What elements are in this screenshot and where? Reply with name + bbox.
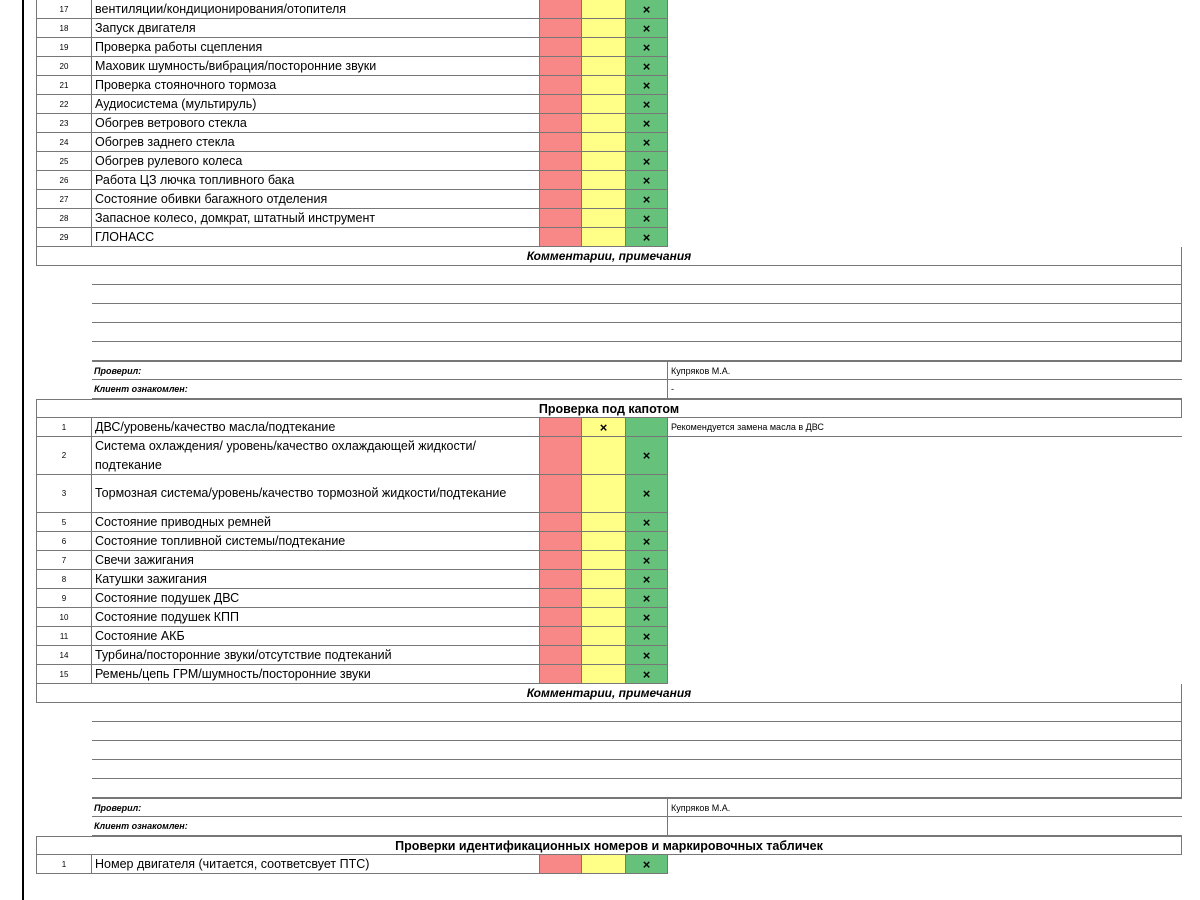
status-green-cell: ×: [626, 532, 668, 551]
row-spacer: [668, 855, 1182, 874]
checked-by-row-2: [36, 798, 1182, 817]
status-yellow-cell: [582, 570, 626, 589]
table-row: [36, 532, 1182, 551]
comments-lines-1: [36, 266, 1182, 361]
status-yellow-cell: [582, 513, 626, 532]
check-item-name: Состояние подушек КПП: [92, 608, 540, 627]
check-item-name: Проверка стояночного тормоза: [92, 76, 540, 95]
status-red-cell: [540, 171, 582, 190]
comment-line[interactable]: [36, 760, 1182, 779]
row-spacer: [668, 114, 1182, 133]
comment-line[interactable]: [36, 285, 1182, 304]
hood-heading-row: [36, 399, 1182, 418]
status-yellow-cell: [582, 475, 626, 513]
check-item-name: Состояние АКБ: [92, 627, 540, 646]
row-number: 15: [36, 665, 92, 684]
client-ack-value-2: [668, 817, 1182, 836]
status-yellow-cell: [582, 171, 626, 190]
comment-line[interactable]: [36, 323, 1182, 342]
status-red-cell: [540, 57, 582, 76]
status-red-cell: [540, 152, 582, 171]
hood-heading: Проверка под капотом: [36, 399, 1182, 418]
table-row: [36, 551, 1182, 570]
row-number: 26: [36, 171, 92, 190]
status-green-cell: ×: [626, 589, 668, 608]
status-yellow-cell: [582, 627, 626, 646]
status-green-cell: ×: [626, 475, 668, 513]
check-item-name: Ремень/цепь ГРМ/шумность/посторонние звуки: [92, 665, 540, 684]
row-number: 18: [36, 19, 92, 38]
status-red-cell: [540, 0, 582, 19]
hood-checks-table: [36, 418, 1182, 684]
row-number: 10: [36, 608, 92, 627]
status-green-cell: ×: [626, 19, 668, 38]
table-row: [36, 475, 1182, 513]
comment-line[interactable]: [36, 722, 1182, 741]
status-green-cell: ×: [626, 38, 668, 57]
row-number: 11: [36, 627, 92, 646]
table-row: [36, 437, 1182, 475]
table-row: [36, 589, 1182, 608]
check-item-name: Система охлаждения/ уровень/качество охлаждающей жидкости/подтекание: [92, 437, 540, 475]
checked-by-row-1: [36, 361, 1182, 380]
check-comment: [668, 608, 1182, 627]
table-row: [36, 209, 1182, 228]
table-row: [36, 95, 1182, 114]
status-green-cell: ×: [626, 152, 668, 171]
check-item-name: ГЛОНАСС: [92, 228, 540, 247]
status-green-cell: ×: [626, 608, 668, 627]
row-number: 27: [36, 190, 92, 209]
table-row: [36, 855, 1182, 874]
status-yellow-cell: ×: [582, 418, 626, 437]
row-spacer: [668, 152, 1182, 171]
status-red-cell: [540, 190, 582, 209]
id-checks-table: [36, 855, 1182, 874]
status-green-cell: ×: [626, 437, 668, 475]
comment-line[interactable]: [36, 741, 1182, 760]
status-green-cell: ×: [626, 57, 668, 76]
status-green-cell: ×: [626, 209, 668, 228]
client-ack-label-2: Клиент ознакомлен:: [92, 817, 668, 836]
table-row: [36, 19, 1182, 38]
status-green-cell: [626, 418, 668, 437]
row-number: 1: [36, 418, 92, 437]
check-item-name: Катушки зажигания: [92, 570, 540, 589]
status-green-cell: ×: [626, 855, 668, 874]
status-yellow-cell: [582, 133, 626, 152]
row-spacer: [668, 95, 1182, 114]
status-yellow-cell: [582, 152, 626, 171]
check-item-name: Турбина/посторонние звуки/отсутствие подтеканий: [92, 646, 540, 665]
checked-by-label-2: Проверил:: [92, 798, 668, 817]
status-red-cell: [540, 551, 582, 570]
client-ack-label-1: Клиент ознакомлен:: [92, 380, 668, 399]
row-number: 9: [36, 589, 92, 608]
row-number: 2: [36, 437, 92, 475]
status-green-cell: ×: [626, 665, 668, 684]
table-row: [36, 228, 1182, 247]
status-green-cell: ×: [626, 627, 668, 646]
status-red-cell: [540, 570, 582, 589]
table-row: [36, 0, 1182, 19]
table-row: [36, 190, 1182, 209]
comments-heading-2-row: [36, 684, 1182, 703]
check-item-name: Работа ЦЗ лючка топливного бака: [92, 171, 540, 190]
status-yellow-cell: [582, 855, 626, 874]
check-item-name: Запуск двигателя: [92, 19, 540, 38]
check-item-name: ДВС/уровень/качество масла/подтекание: [92, 418, 540, 437]
status-yellow-cell: [582, 190, 626, 209]
status-red-cell: [540, 418, 582, 437]
interior-checks-table: [36, 0, 1182, 247]
status-yellow-cell: [582, 228, 626, 247]
check-comment: [668, 475, 1182, 513]
status-yellow-cell: [582, 589, 626, 608]
check-comment: [668, 437, 1182, 475]
status-red-cell: [540, 513, 582, 532]
inspection-sheet: [36, 0, 1182, 874]
check-comment: [668, 646, 1182, 665]
row-number: 3: [36, 475, 92, 513]
row-spacer: [668, 190, 1182, 209]
table-row: [36, 152, 1182, 171]
status-yellow-cell: [582, 0, 626, 19]
check-comment: [668, 513, 1182, 532]
status-red-cell: [540, 437, 582, 475]
checked-by-label-1: Проверил:: [92, 361, 668, 380]
comment-line[interactable]: [36, 342, 1182, 361]
status-red-cell: [540, 665, 582, 684]
check-comment: [668, 589, 1182, 608]
status-green-cell: ×: [626, 190, 668, 209]
check-item-name: Запасное колесо, домкрат, штатный инструмент: [92, 209, 540, 228]
row-number: 19: [36, 38, 92, 57]
row-number: 6: [36, 532, 92, 551]
check-item-name: Состояние приводных ремней: [92, 513, 540, 532]
row-spacer: [668, 38, 1182, 57]
status-green-cell: ×: [626, 513, 668, 532]
check-item-name: вентиляции/кондиционирования/отопителя: [92, 0, 540, 19]
status-red-cell: [540, 532, 582, 551]
status-green-cell: ×: [626, 133, 668, 152]
status-red-cell: [540, 589, 582, 608]
table-row: [36, 608, 1182, 627]
status-yellow-cell: [582, 38, 626, 57]
table-row: [36, 114, 1182, 133]
row-spacer: [668, 209, 1182, 228]
status-red-cell: [540, 19, 582, 38]
row-spacer: [668, 57, 1182, 76]
status-green-cell: ×: [626, 114, 668, 133]
row-spacer: [668, 19, 1182, 38]
id-heading: Проверки идентификационных номеров и маркировочных табличек: [36, 836, 1182, 855]
check-item-name: Аудиосистема (мультируль): [92, 95, 540, 114]
check-item-name: Обогрев ветрового стекла: [92, 114, 540, 133]
row-number: 14: [36, 646, 92, 665]
status-red-cell: [540, 38, 582, 57]
table-row: [36, 646, 1182, 665]
status-yellow-cell: [582, 437, 626, 475]
status-green-cell: ×: [626, 646, 668, 665]
status-red-cell: [540, 95, 582, 114]
status-yellow-cell: [582, 209, 626, 228]
check-item-name: Номер двигателя (читается, соответсвует ПТС): [92, 855, 540, 874]
checked-by-value-1: Купряков М.А.: [668, 361, 1182, 380]
row-spacer: [668, 228, 1182, 247]
client-ack-value-1: -: [668, 380, 1182, 399]
table-row: [36, 76, 1182, 95]
status-red-cell: [540, 228, 582, 247]
status-yellow-cell: [582, 532, 626, 551]
comments-heading-1-row: [36, 247, 1182, 266]
status-red-cell: [540, 114, 582, 133]
table-row: [36, 627, 1182, 646]
client-ack-row-2: [36, 817, 1182, 836]
check-comment: [668, 627, 1182, 646]
status-yellow-cell: [582, 608, 626, 627]
row-number: 21: [36, 76, 92, 95]
row-number: 20: [36, 57, 92, 76]
row-number: 29: [36, 228, 92, 247]
status-yellow-cell: [582, 95, 626, 114]
check-comment: [668, 532, 1182, 551]
status-yellow-cell: [582, 57, 626, 76]
status-green-cell: ×: [626, 228, 668, 247]
check-comment: [668, 570, 1182, 589]
row-spacer: [668, 171, 1182, 190]
table-row: [36, 133, 1182, 152]
status-yellow-cell: [582, 19, 626, 38]
page-left-border: [22, 0, 24, 900]
comment-line[interactable]: [36, 304, 1182, 323]
row-number: 1: [36, 855, 92, 874]
row-number: 24: [36, 133, 92, 152]
table-row: [36, 665, 1182, 684]
row-number: 25: [36, 152, 92, 171]
client-ack-row-1: [36, 380, 1182, 399]
check-comment: [668, 665, 1182, 684]
status-green-cell: ×: [626, 551, 668, 570]
row-number: 28: [36, 209, 92, 228]
check-item-name: Обогрев рулевого колеса: [92, 152, 540, 171]
check-item-name: Маховик шумность/вибрация/посторонние звуки: [92, 57, 540, 76]
comment-line[interactable]: [36, 703, 1182, 722]
comments-heading-2: Комментарии, примечания: [36, 684, 1182, 703]
status-green-cell: ×: [626, 570, 668, 589]
status-yellow-cell: [582, 665, 626, 684]
check-item-name: Состояние топливной системы/подтекание: [92, 532, 540, 551]
row-number: 5: [36, 513, 92, 532]
status-red-cell: [540, 76, 582, 95]
row-spacer: [668, 0, 1182, 19]
status-red-cell: [540, 133, 582, 152]
status-green-cell: ×: [626, 0, 668, 19]
status-yellow-cell: [582, 551, 626, 570]
status-green-cell: ×: [626, 95, 668, 114]
comment-line[interactable]: [36, 779, 1182, 798]
id-heading-row: [36, 836, 1182, 855]
comment-line[interactable]: [36, 266, 1182, 285]
row-spacer: [668, 133, 1182, 152]
check-item-name: Проверка работы сцепления: [92, 38, 540, 57]
status-yellow-cell: [582, 646, 626, 665]
table-row: [36, 57, 1182, 76]
row-spacer: [668, 76, 1182, 95]
check-comment: Рекомендуется замена масла в ДВС: [668, 418, 1182, 437]
row-number: 22: [36, 95, 92, 114]
table-row: [36, 570, 1182, 589]
check-item-name: Свечи зажигания: [92, 551, 540, 570]
row-number: 8: [36, 570, 92, 589]
status-yellow-cell: [582, 76, 626, 95]
status-red-cell: [540, 608, 582, 627]
row-number: 17: [36, 0, 92, 19]
checked-by-value-2: Купряков М.А.: [668, 798, 1182, 817]
table-row: [36, 171, 1182, 190]
status-green-cell: ×: [626, 76, 668, 95]
check-comment: [668, 551, 1182, 570]
check-item-name: Тормозная система/уровень/качество тормозной жидкости/подтекание: [92, 475, 540, 513]
row-number: 23: [36, 114, 92, 133]
status-green-cell: ×: [626, 171, 668, 190]
status-red-cell: [540, 855, 582, 874]
check-item-name: Обогрев заднего стекла: [92, 133, 540, 152]
check-item-name: Состояние подушек ДВС: [92, 589, 540, 608]
status-red-cell: [540, 475, 582, 513]
table-row: [36, 418, 1182, 437]
table-row: [36, 38, 1182, 57]
status-red-cell: [540, 209, 582, 228]
status-red-cell: [540, 627, 582, 646]
row-number: 7: [36, 551, 92, 570]
check-item-name: Состояние обивки багажного отделения: [92, 190, 540, 209]
comments-heading-1: Комментарии, примечания: [36, 247, 1182, 266]
status-red-cell: [540, 646, 582, 665]
table-row: [36, 513, 1182, 532]
status-yellow-cell: [582, 114, 626, 133]
comments-lines-2: [36, 703, 1182, 798]
